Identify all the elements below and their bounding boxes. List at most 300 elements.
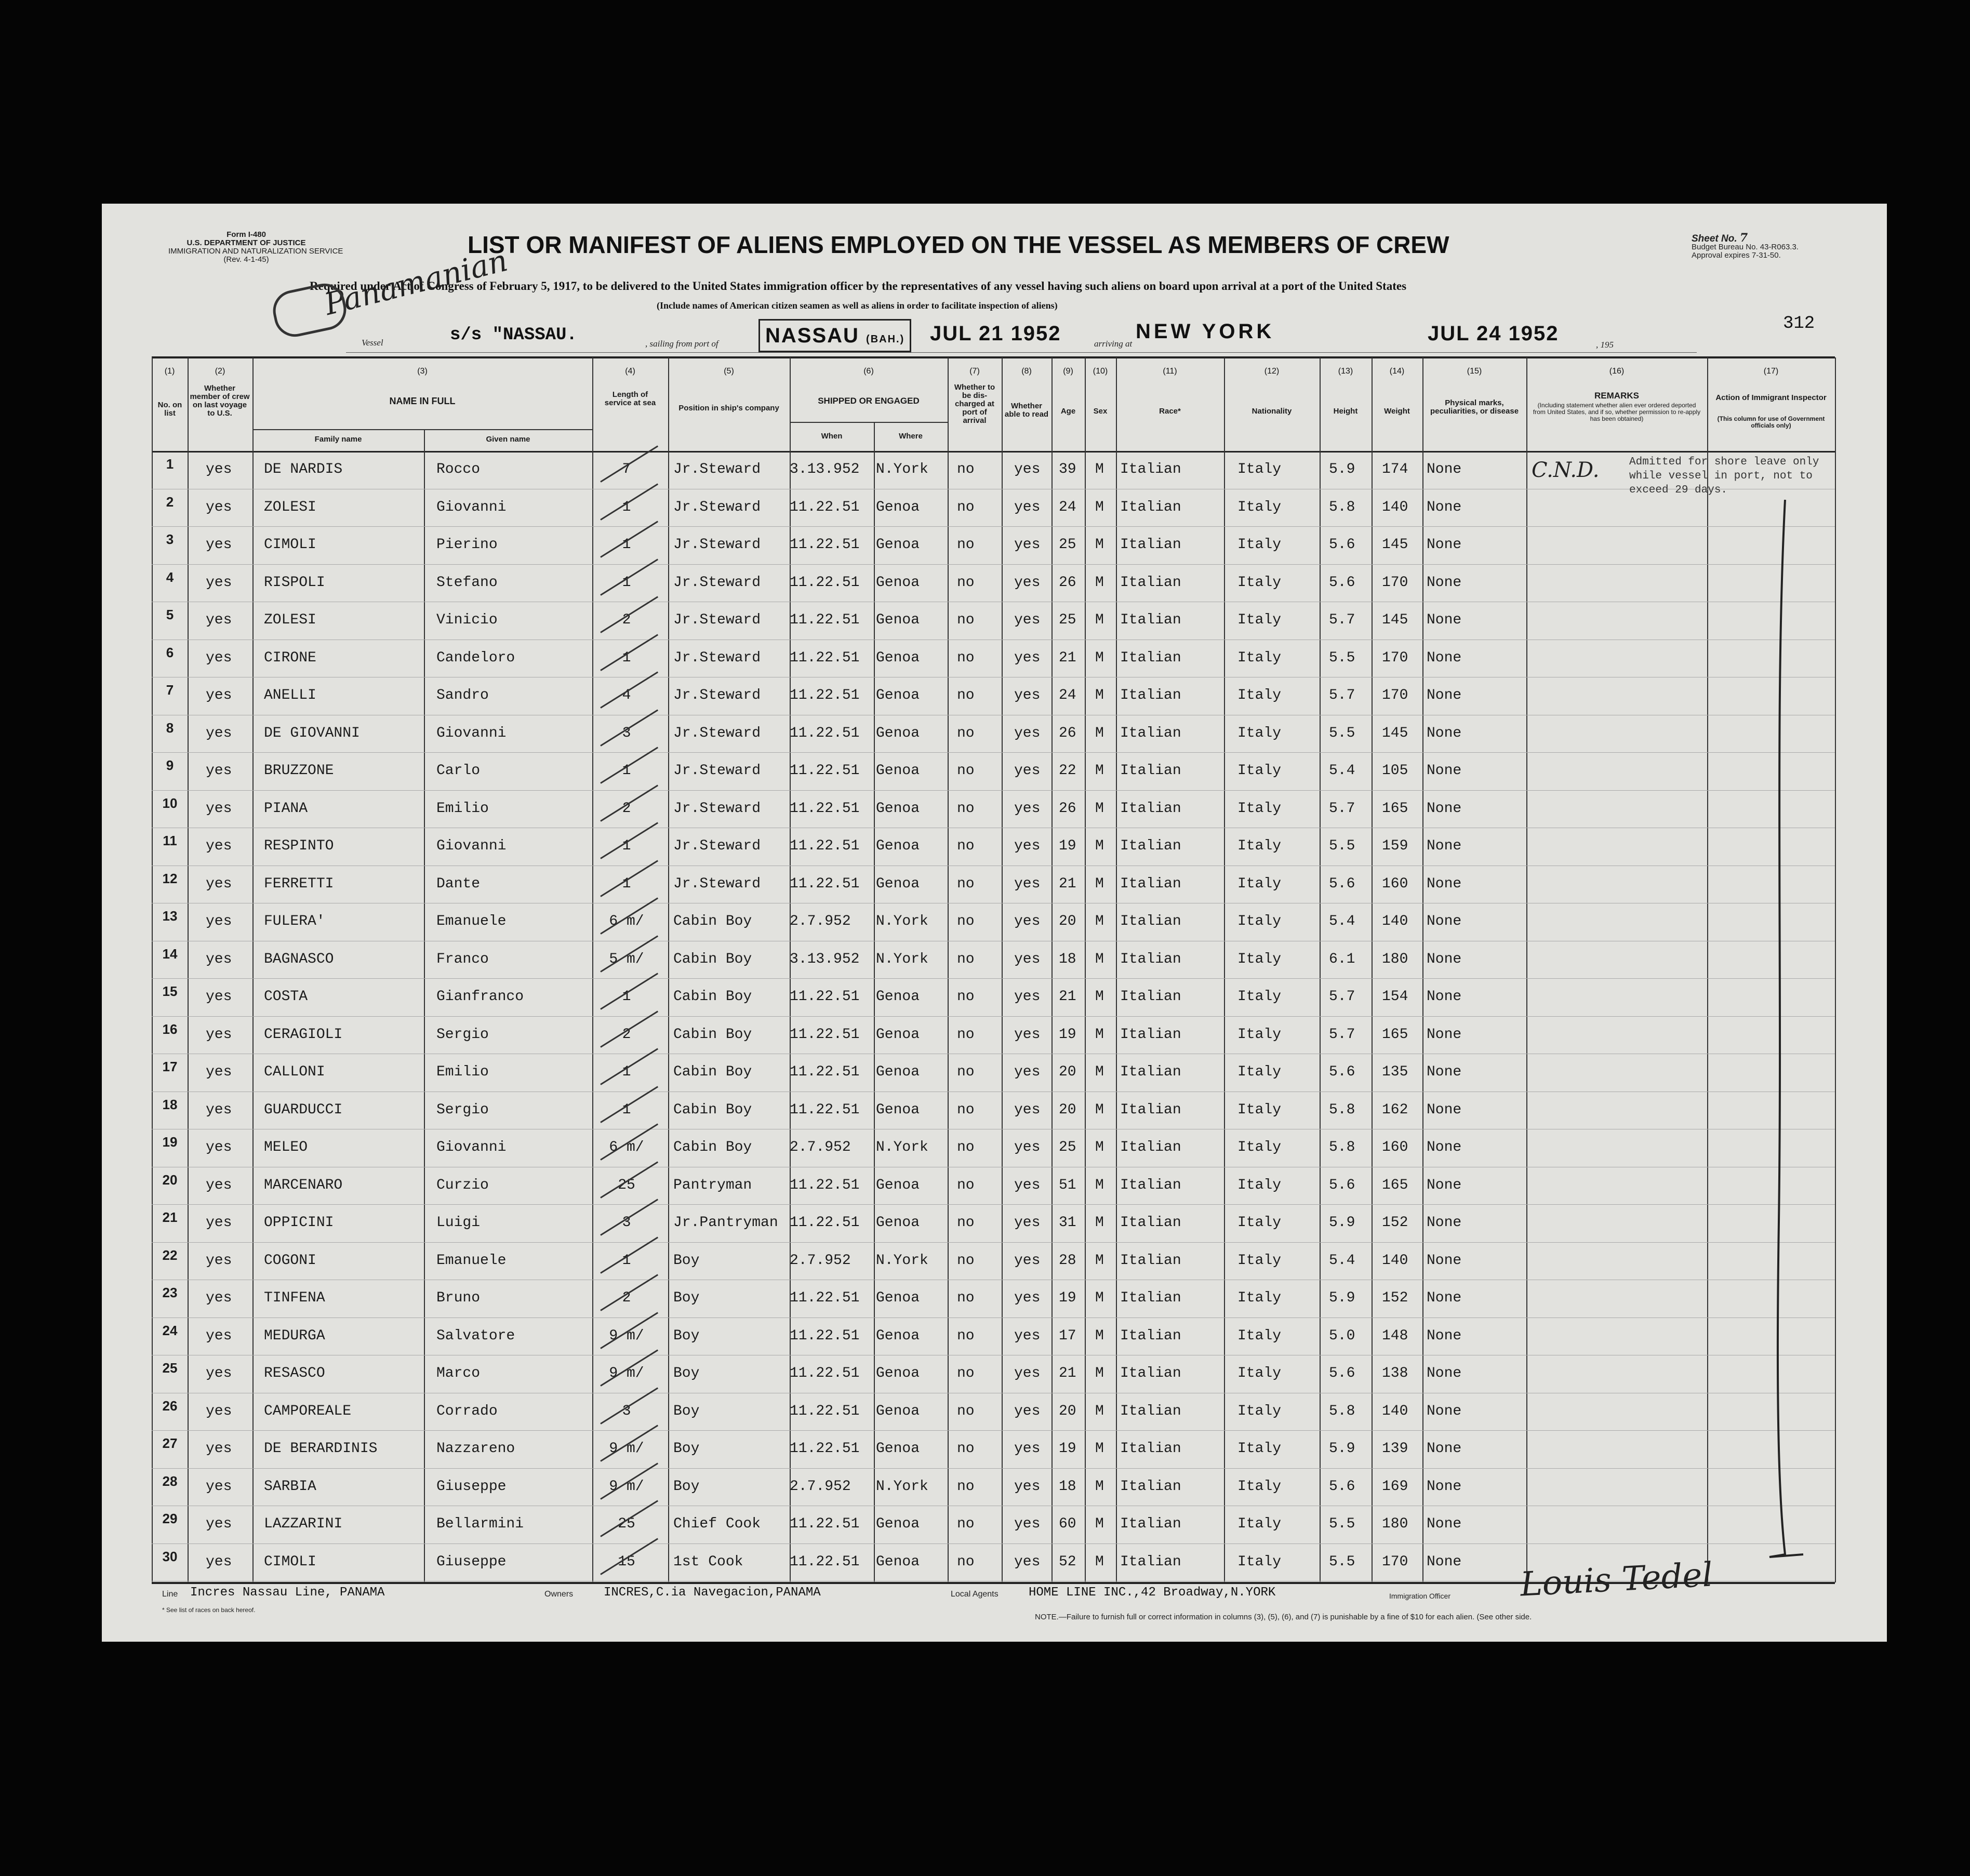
cell-row-number: 13 bbox=[162, 908, 178, 924]
cell-service-length: 15 bbox=[618, 1553, 635, 1570]
cell-shipped-when: 11.22.51 bbox=[790, 499, 860, 515]
cell-position: Boy bbox=[673, 1365, 700, 1381]
col-label-nationality: Nationality bbox=[1252, 407, 1292, 416]
cell-service-length: 2 bbox=[622, 800, 631, 817]
cell-age: 19 bbox=[1059, 1290, 1076, 1306]
cell-shipped-when: 11.22.51 bbox=[790, 1516, 860, 1532]
cell-family-name: ANELLI bbox=[264, 687, 316, 703]
cell-weight: 180 bbox=[1382, 951, 1408, 967]
cell-position: Cabin Boy bbox=[673, 913, 752, 929]
agency-line-1: U.S. DEPARTMENT OF JUSTICE bbox=[187, 238, 306, 247]
cell-age: 26 bbox=[1059, 574, 1076, 591]
cell-given-name: Rocco bbox=[436, 461, 481, 477]
cell-service-length: 9 m/ bbox=[609, 1365, 644, 1381]
crew-row bbox=[102, 1205, 1887, 1242]
cell-row-number: 21 bbox=[162, 1209, 178, 1225]
cell-able-to-read: yes bbox=[1014, 1064, 1041, 1080]
cell-row-number: 14 bbox=[162, 946, 178, 962]
row-rule bbox=[152, 1204, 1835, 1205]
cell-able-to-read: yes bbox=[1014, 989, 1041, 1005]
cell-able-to-read: yes bbox=[1014, 1441, 1041, 1457]
cell-last-voyage: yes bbox=[206, 499, 232, 515]
cell-row-number: 12 bbox=[162, 870, 178, 886]
approval-expiry: Approval expires 7-31-50. bbox=[1692, 251, 1781, 260]
cell-physical-marks: None bbox=[1427, 1441, 1462, 1457]
col-label-family: Family name bbox=[314, 435, 362, 444]
cell-nationality: Italy bbox=[1237, 1252, 1282, 1269]
cell-able-to-read: yes bbox=[1014, 913, 1041, 929]
cell-height: 5.7 bbox=[1329, 800, 1355, 817]
cell-age: 26 bbox=[1059, 725, 1076, 741]
subtitle: Required under Act of Congress of February 5, 1917, to be delivered to the United States immigration officer by the representatives of any vessel having such aliens on board upon arrival at a port of the United States bbox=[310, 280, 1407, 292]
cell-race: Italian bbox=[1120, 1553, 1181, 1570]
col-num-2: (2) bbox=[215, 367, 225, 376]
col-label-remarks: REMARKS bbox=[1594, 391, 1639, 401]
cell-race: Italian bbox=[1120, 1215, 1181, 1231]
cell-last-voyage: yes bbox=[206, 461, 232, 477]
cell-nationality: Italy bbox=[1237, 649, 1282, 666]
cell-nationality: Italy bbox=[1237, 989, 1282, 1005]
cell-family-name: FERRETTI bbox=[264, 875, 334, 892]
cell-position: Cabin Boy bbox=[673, 1139, 752, 1155]
cell-last-voyage: yes bbox=[206, 1101, 232, 1118]
cell-height: 5.4 bbox=[1329, 1252, 1355, 1269]
cell-family-name: CIRONE bbox=[264, 649, 316, 666]
cell-nationality: Italy bbox=[1237, 1327, 1282, 1344]
crew-row bbox=[102, 979, 1887, 1016]
cell-family-name: DE NARDIS bbox=[264, 461, 343, 477]
cell-service-length: 1 bbox=[622, 875, 631, 892]
crew-row bbox=[102, 641, 1887, 677]
cell-discharge: no bbox=[957, 1478, 975, 1495]
cell-race: Italian bbox=[1120, 649, 1181, 666]
cell-sex: M bbox=[1095, 838, 1104, 854]
cell-race: Italian bbox=[1120, 1327, 1181, 1344]
cell-sex: M bbox=[1095, 1441, 1104, 1457]
cell-physical-marks: None bbox=[1427, 989, 1462, 1005]
cell-position: Jr.Steward bbox=[673, 461, 761, 477]
cell-shipped-where: Genoa bbox=[876, 1327, 920, 1344]
cell-position: Jr.Steward bbox=[673, 875, 761, 892]
cell-age: 21 bbox=[1059, 989, 1076, 1005]
cell-height: 5.8 bbox=[1329, 1101, 1355, 1118]
col-num-15: (15) bbox=[1467, 367, 1482, 376]
cell-given-name: Emilio bbox=[436, 1064, 489, 1080]
crew-row bbox=[102, 490, 1887, 526]
cell-discharge: no bbox=[957, 574, 975, 591]
cell-row-number: 25 bbox=[162, 1360, 178, 1376]
cell-discharge: no bbox=[957, 800, 975, 817]
cell-given-name: Gianfranco bbox=[436, 989, 524, 1005]
col-num-5: (5) bbox=[724, 367, 734, 376]
cell-row-number: 22 bbox=[162, 1247, 178, 1263]
cell-able-to-read: yes bbox=[1014, 1327, 1041, 1344]
cell-family-name: BAGNASCO bbox=[264, 951, 334, 967]
cell-nationality: Italy bbox=[1237, 951, 1282, 967]
cell-shipped-when: 3.13.952 bbox=[790, 951, 860, 967]
crew-row bbox=[102, 1168, 1887, 1204]
cell-given-name: Stefano bbox=[436, 574, 498, 591]
cell-able-to-read: yes bbox=[1014, 461, 1041, 477]
cell-age: 39 bbox=[1059, 461, 1076, 477]
cell-race: Italian bbox=[1120, 1290, 1181, 1306]
scribble-mark bbox=[269, 280, 350, 340]
col-num-13: (13) bbox=[1338, 367, 1353, 376]
cell-shipped-where: Genoa bbox=[876, 1101, 920, 1118]
cell-sex: M bbox=[1095, 763, 1104, 779]
crew-row bbox=[102, 527, 1887, 564]
cell-race: Italian bbox=[1120, 1026, 1181, 1043]
cell-given-name: Dante bbox=[436, 875, 481, 892]
col-label-where: Where bbox=[899, 432, 923, 441]
cell-service-length: 1 bbox=[622, 649, 631, 666]
cell-nationality: Italy bbox=[1237, 1441, 1282, 1457]
page-number: 312 bbox=[1783, 314, 1815, 334]
cell-weight: 105 bbox=[1382, 763, 1408, 779]
row-rule bbox=[152, 752, 1835, 753]
cell-height: 5.6 bbox=[1329, 1365, 1355, 1381]
cell-able-to-read: yes bbox=[1014, 649, 1041, 666]
cell-race: Italian bbox=[1120, 989, 1181, 1005]
cell-sex: M bbox=[1095, 461, 1104, 477]
crew-row bbox=[102, 1431, 1887, 1468]
cell-age: 25 bbox=[1059, 537, 1076, 553]
cell-physical-marks: None bbox=[1427, 1553, 1462, 1570]
cell-physical-marks: None bbox=[1427, 1252, 1462, 1269]
sheet-number: 7 bbox=[1739, 231, 1748, 245]
cell-last-voyage: yes bbox=[206, 1441, 232, 1457]
cell-shipped-when: 11.22.51 bbox=[790, 1215, 860, 1231]
crew-row bbox=[102, 1017, 1887, 1054]
cell-family-name: SARBIA bbox=[264, 1478, 316, 1495]
table-top-rule bbox=[152, 356, 1835, 358]
cell-height: 5.9 bbox=[1329, 1290, 1355, 1306]
cell-weight: 170 bbox=[1382, 649, 1408, 666]
cell-given-name: Emanuele bbox=[436, 1252, 507, 1269]
cell-given-name: Nazzareno bbox=[436, 1441, 515, 1457]
cell-physical-marks: None bbox=[1427, 838, 1462, 854]
cell-position: Jr.Steward bbox=[673, 649, 761, 666]
col-num-16: (16) bbox=[1609, 367, 1625, 376]
cell-age: 18 bbox=[1059, 951, 1076, 967]
cell-position: Boy bbox=[673, 1441, 700, 1457]
cell-sex: M bbox=[1095, 951, 1104, 967]
cell-height: 5.8 bbox=[1329, 1139, 1355, 1155]
cell-service-length: 1 bbox=[622, 1101, 631, 1118]
cell-shipped-where: Genoa bbox=[876, 649, 920, 666]
cell-position: Jr.Steward bbox=[673, 687, 761, 703]
cell-physical-marks: None bbox=[1427, 612, 1462, 628]
cell-able-to-read: yes bbox=[1014, 687, 1041, 703]
cell-last-voyage: yes bbox=[206, 875, 232, 892]
cell-discharge: no bbox=[957, 875, 975, 892]
cell-service-length: 1 bbox=[622, 763, 631, 779]
cell-shipped-where: Genoa bbox=[876, 800, 920, 817]
cell-age: 25 bbox=[1059, 612, 1076, 628]
cell-height: 5.4 bbox=[1329, 913, 1355, 929]
cell-position: Jr.Pantryman bbox=[673, 1215, 778, 1231]
remarks-line-1: Admitted for shore leave only bbox=[1629, 456, 1819, 468]
cell-physical-marks: None bbox=[1427, 725, 1462, 741]
cell-shipped-where: N.York bbox=[876, 913, 928, 929]
cell-race: Italian bbox=[1120, 687, 1181, 703]
cell-discharge: no bbox=[957, 499, 975, 515]
cell-age: 20 bbox=[1059, 913, 1076, 929]
cell-discharge: no bbox=[957, 1101, 975, 1118]
cell-family-name: DE BERARDINIS bbox=[264, 1441, 378, 1457]
cell-sex: M bbox=[1095, 1139, 1104, 1155]
cell-able-to-read: yes bbox=[1014, 800, 1041, 817]
cell-family-name: BRUZZONE bbox=[264, 763, 334, 779]
cell-physical-marks: None bbox=[1427, 1290, 1462, 1306]
col-label-race: Race* bbox=[1159, 407, 1181, 416]
cell-discharge: no bbox=[957, 913, 975, 929]
cell-last-voyage: yes bbox=[206, 1215, 232, 1231]
cell-physical-marks: None bbox=[1427, 1327, 1462, 1344]
cell-given-name: Giuseppe bbox=[436, 1553, 507, 1570]
cell-given-name: Corrado bbox=[436, 1403, 498, 1419]
cell-discharge: no bbox=[957, 763, 975, 779]
port-from-note: (BAH.) bbox=[866, 334, 905, 345]
cell-shipped-where: N.York bbox=[876, 951, 928, 967]
cell-last-voyage: yes bbox=[206, 1553, 232, 1570]
cell-last-voyage: yes bbox=[206, 1177, 232, 1193]
footer-agents-label: Local Agents bbox=[951, 1590, 999, 1599]
cell-race: Italian bbox=[1120, 461, 1181, 477]
cell-last-voyage: yes bbox=[206, 687, 232, 703]
cell-weight: 152 bbox=[1382, 1215, 1408, 1231]
arriving-label: arriving at bbox=[1094, 339, 1133, 349]
cell-discharge: no bbox=[957, 1553, 975, 1570]
cell-nationality: Italy bbox=[1237, 1290, 1282, 1306]
cell-nationality: Italy bbox=[1237, 875, 1282, 892]
cell-shipped-where: Genoa bbox=[876, 1290, 920, 1306]
cell-able-to-read: yes bbox=[1014, 499, 1041, 515]
crew-row bbox=[102, 753, 1887, 790]
vessel-label: Vessel bbox=[362, 338, 383, 348]
cell-shipped-when: 11.22.51 bbox=[790, 612, 860, 628]
cell-physical-marks: None bbox=[1427, 1516, 1462, 1532]
cell-service-length: 3 bbox=[622, 1215, 631, 1231]
cell-shipped-where: Genoa bbox=[876, 537, 920, 553]
col-label-position: Position in ship's company bbox=[678, 404, 779, 413]
cell-age: 21 bbox=[1059, 875, 1076, 892]
cell-shipped-where: Genoa bbox=[876, 763, 920, 779]
budget-number: Budget Bureau No. 43-R063.3. bbox=[1692, 243, 1799, 251]
cell-sex: M bbox=[1095, 725, 1104, 741]
crew-row bbox=[102, 1394, 1887, 1430]
cell-weight: 170 bbox=[1382, 1553, 1408, 1570]
cell-given-name: Giuseppe bbox=[436, 1478, 507, 1495]
col-label-no: No. on list bbox=[157, 401, 182, 418]
cell-height: 5.6 bbox=[1329, 537, 1355, 553]
cell-nationality: Italy bbox=[1237, 1365, 1282, 1381]
cell-age: 24 bbox=[1059, 499, 1076, 515]
crew-row bbox=[102, 1356, 1887, 1392]
col-label-sex: Sex bbox=[1093, 407, 1108, 416]
col-num-17: (17) bbox=[1763, 367, 1779, 376]
cell-sex: M bbox=[1095, 1403, 1104, 1419]
cell-given-name: Curzio bbox=[436, 1177, 489, 1193]
cell-position: Jr.Steward bbox=[673, 725, 761, 741]
remarks-line-2: while vessel in port, not to bbox=[1629, 470, 1813, 482]
cell-shipped-where: Genoa bbox=[876, 1553, 920, 1570]
cell-race: Italian bbox=[1120, 875, 1181, 892]
cell-shipped-where: Genoa bbox=[876, 612, 920, 628]
col-label-read: Whether able to read bbox=[1004, 402, 1049, 419]
cell-race: Italian bbox=[1120, 1139, 1181, 1155]
cell-family-name: MARCENARO bbox=[264, 1177, 343, 1193]
cell-age: 19 bbox=[1059, 838, 1076, 854]
footer-agents-value: HOME LINE INC.,42 Broadway,N.YORK bbox=[1029, 1586, 1276, 1600]
cell-last-voyage: yes bbox=[206, 1516, 232, 1532]
cell-race: Italian bbox=[1120, 1252, 1181, 1269]
cell-sex: M bbox=[1095, 1064, 1104, 1080]
sailing-date: JUL 21 1952 bbox=[930, 322, 1061, 345]
cell-age: 20 bbox=[1059, 1403, 1076, 1419]
arrival-port: NEW YORK bbox=[1136, 320, 1275, 343]
cell-height: 5.7 bbox=[1329, 989, 1355, 1005]
cell-sex: M bbox=[1095, 875, 1104, 892]
page-title: LIST OR MANIFEST OF ALIENS EMPLOYED ON THE VESSEL AS MEMBERS OF CREW bbox=[468, 231, 1449, 258]
remarks-handwritten: C.N.D. bbox=[1532, 458, 1600, 482]
cell-position: Jr.Steward bbox=[673, 574, 761, 591]
cell-family-name: TINFENA bbox=[264, 1290, 325, 1306]
cell-age: 26 bbox=[1059, 800, 1076, 817]
col-num-14: (14) bbox=[1389, 367, 1405, 376]
cell-last-voyage: yes bbox=[206, 1252, 232, 1269]
cell-shipped-when: 2.7.952 bbox=[790, 913, 851, 929]
cell-height: 5.6 bbox=[1329, 1478, 1355, 1495]
cell-physical-marks: None bbox=[1427, 649, 1462, 666]
cell-physical-marks: None bbox=[1427, 1177, 1462, 1193]
cell-family-name: DE GIOVANNI bbox=[264, 725, 360, 741]
year-suffix: , 195 bbox=[1596, 340, 1614, 350]
cell-nationality: Italy bbox=[1237, 612, 1282, 628]
cell-discharge: no bbox=[957, 687, 975, 703]
cell-shipped-where: Genoa bbox=[876, 838, 920, 854]
footer-officer-label: Immigration Officer bbox=[1389, 1592, 1450, 1600]
cell-discharge: no bbox=[957, 838, 975, 854]
cell-race: Italian bbox=[1120, 800, 1181, 817]
cell-family-name: RESPINTO bbox=[264, 838, 334, 854]
cell-given-name: Sergio bbox=[436, 1101, 489, 1118]
cell-race: Italian bbox=[1120, 574, 1181, 591]
cell-weight: 135 bbox=[1382, 1064, 1408, 1080]
cell-able-to-read: yes bbox=[1014, 838, 1041, 854]
cell-given-name: Sergio bbox=[436, 1026, 489, 1043]
cell-family-name: CERAGIOLI bbox=[264, 1026, 343, 1043]
cell-physical-marks: None bbox=[1427, 875, 1462, 892]
cell-row-number: 20 bbox=[162, 1172, 178, 1188]
subtitle-note: (Include names of American citizen seamen as well as aliens in order to facilitate inspection of aliens) bbox=[657, 300, 1058, 311]
cell-given-name: Emilio bbox=[436, 800, 489, 817]
cell-service-length: 2 bbox=[622, 612, 631, 628]
cell-position: Boy bbox=[673, 1327, 700, 1344]
cell-shipped-when: 11.22.51 bbox=[790, 1290, 860, 1306]
cell-weight: 170 bbox=[1382, 687, 1408, 703]
cell-shipped-where: N.York bbox=[876, 1478, 928, 1495]
cell-position: Jr.Steward bbox=[673, 838, 761, 854]
cell-position: Jr.Steward bbox=[673, 800, 761, 817]
cell-service-length: 2 bbox=[622, 1026, 631, 1043]
col-label-shipped: SHIPPED OR ENGAGED bbox=[818, 396, 920, 406]
cell-row-number: 26 bbox=[162, 1398, 178, 1414]
cell-nationality: Italy bbox=[1237, 461, 1282, 477]
cell-position: Cabin Boy bbox=[673, 1026, 752, 1043]
col-label-last-voyage: Whether member of crew on last voyage to U.S. bbox=[190, 384, 250, 418]
cell-shipped-where: Genoa bbox=[876, 687, 920, 703]
cell-age: 20 bbox=[1059, 1064, 1076, 1080]
crew-row bbox=[102, 867, 1887, 903]
cell-sex: M bbox=[1095, 1553, 1104, 1570]
col-label-height: Height bbox=[1333, 407, 1358, 416]
cell-nationality: Italy bbox=[1237, 1064, 1282, 1080]
row-rule bbox=[152, 1242, 1835, 1243]
cell-age: 31 bbox=[1059, 1215, 1076, 1231]
cell-height: 5.0 bbox=[1329, 1327, 1355, 1344]
crew-row bbox=[102, 716, 1887, 752]
cell-position: Chief Cook bbox=[673, 1516, 761, 1532]
cell-row-number: 8 bbox=[166, 720, 174, 736]
cell-family-name: FULERA' bbox=[264, 913, 325, 929]
cell-able-to-read: yes bbox=[1014, 1139, 1041, 1155]
cell-row-number: 9 bbox=[166, 757, 174, 773]
cell-age: 25 bbox=[1059, 1139, 1076, 1155]
cell-family-name: OPPICINI bbox=[264, 1215, 334, 1231]
crew-row bbox=[102, 829, 1887, 865]
cell-height: 5.5 bbox=[1329, 838, 1355, 854]
cell-able-to-read: yes bbox=[1014, 537, 1041, 553]
cell-position: Cabin Boy bbox=[673, 1101, 752, 1118]
cell-nationality: Italy bbox=[1237, 1478, 1282, 1495]
cell-race: Italian bbox=[1120, 1516, 1181, 1532]
cell-discharge: no bbox=[957, 1064, 975, 1080]
cell-weight: 140 bbox=[1382, 499, 1408, 515]
cell-last-voyage: yes bbox=[206, 612, 232, 628]
cell-shipped-when: 11.22.51 bbox=[790, 1553, 860, 1570]
cell-given-name: Bellarmini bbox=[436, 1516, 524, 1532]
col-label-age: Age bbox=[1060, 407, 1076, 416]
cell-discharge: no bbox=[957, 537, 975, 553]
cell-last-voyage: yes bbox=[206, 1026, 232, 1043]
cell-last-voyage: yes bbox=[206, 951, 232, 967]
cell-row-number: 3 bbox=[166, 531, 174, 547]
cell-height: 5.6 bbox=[1329, 1064, 1355, 1080]
cell-age: 28 bbox=[1059, 1252, 1076, 1269]
cell-given-name: Franco bbox=[436, 951, 489, 967]
cell-shipped-when: 3.13.952 bbox=[790, 461, 860, 477]
form-number: Form I-480 bbox=[227, 230, 266, 239]
cell-shipped-when: 11.22.51 bbox=[790, 1403, 860, 1419]
cell-shipped-when: 11.22.51 bbox=[790, 1441, 860, 1457]
cell-nationality: Italy bbox=[1237, 1139, 1282, 1155]
cell-able-to-read: yes bbox=[1014, 1026, 1041, 1043]
cell-last-voyage: yes bbox=[206, 1139, 232, 1155]
cell-sex: M bbox=[1095, 989, 1104, 1005]
cell-service-length: 3 bbox=[622, 1403, 631, 1419]
cell-last-voyage: yes bbox=[206, 537, 232, 553]
cell-service-length: 7 bbox=[622, 461, 631, 477]
form-block bbox=[168, 230, 343, 264]
cell-shipped-where: Genoa bbox=[876, 989, 920, 1005]
cell-given-name: Giovanni bbox=[436, 499, 507, 515]
cell-position: Cabin Boy bbox=[673, 1064, 752, 1080]
sailing-label: , sailing from port of bbox=[645, 339, 718, 349]
cell-shipped-where: Genoa bbox=[876, 1026, 920, 1043]
col-num-3: (3) bbox=[417, 367, 428, 376]
cell-family-name: PIANA bbox=[264, 800, 308, 817]
